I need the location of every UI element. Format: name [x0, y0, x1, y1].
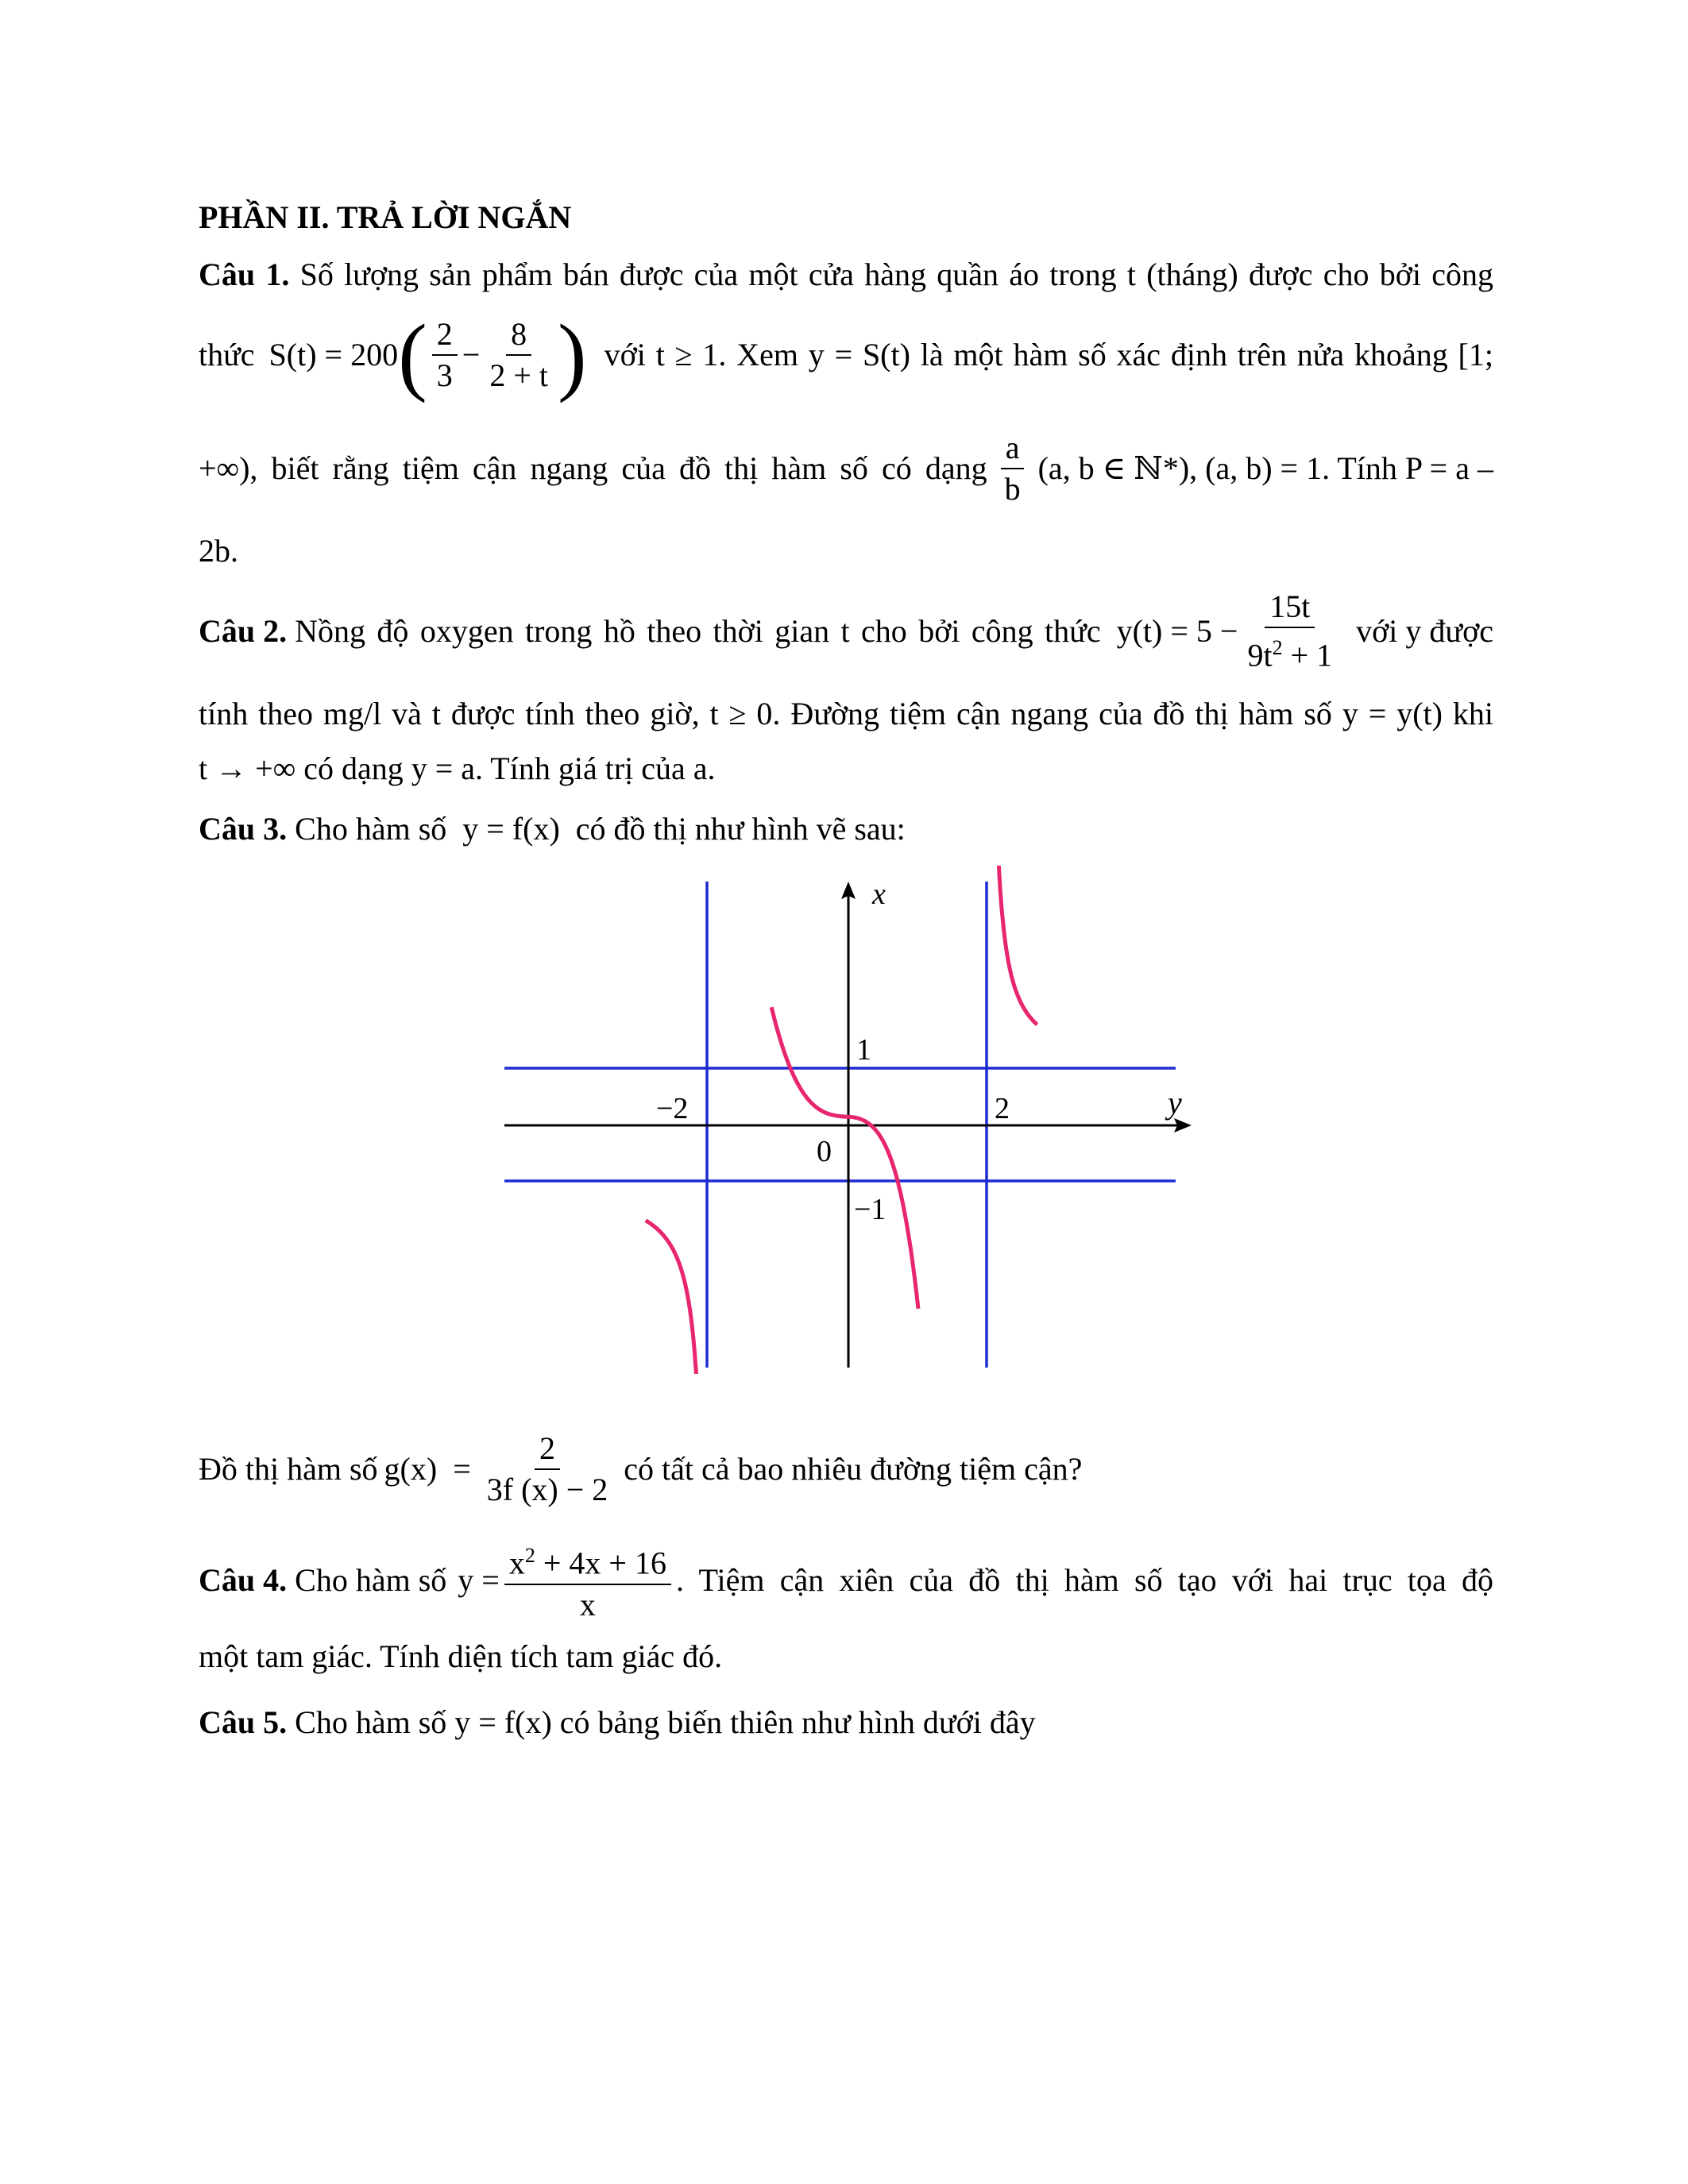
q2-formula-lhs: y(t) = 5 − [1116, 613, 1238, 649]
q4-text-post: . Tiệm cận xiên của đồ thị hàm số tạo với hai trục tọa độ [675, 1562, 1493, 1598]
q4-formula-lhs: y = [458, 1562, 500, 1598]
q1-text-b-post: với t ≥ 1. Xem y = S(t) là một hàm số xác định trên nửa khoảng [1; [604, 337, 1493, 372]
q3-after-pre: Đồ thị hàm số [199, 1451, 378, 1487]
q3-text-pre: Cho hàm số [295, 811, 447, 847]
q3-line-1 [199, 810, 1493, 848]
q4-label: Câu 4. [199, 1562, 288, 1598]
q1-minus: − [462, 337, 481, 372]
origin-label: 0 [817, 1135, 832, 1168]
q1-text-a: Số lượng sản phẩm bán được của một cửa hàng quần áo trong t (tháng) được cho bởi công [299, 257, 1493, 292]
q2-text-c: t → +∞ có dạng y = a. Tính giá trị của a. [199, 751, 716, 786]
q4-line-2 [199, 1638, 1493, 1676]
q1-frac-1 [432, 314, 458, 396]
q1-line-3 [199, 421, 1493, 516]
q1-frac2-num: 8 [506, 314, 531, 356]
q4-text-pre: Cho hàm số [295, 1562, 447, 1598]
q4-frac-num [504, 1536, 671, 1584]
q3-formula: y = f(x) [462, 811, 560, 847]
q1-text-c-post: (a, b ∈ ℕ*), (a, b) = 1. Tính P = a – [1037, 450, 1493, 486]
q4-frac [504, 1536, 671, 1624]
q1-formula-lhs: S(t) = 200 [268, 337, 399, 372]
curve-branch-right [992, 866, 1037, 1024]
curve-branch-middle [771, 1007, 918, 1309]
q2-den-exp: 2 [1272, 636, 1283, 660]
q2-text-a-pre: Nồng độ oxygen trong hồ theo thời gian t cho bởi công thức [295, 613, 1101, 649]
tick-label-2: 2 [995, 1092, 1010, 1125]
q4-frac-den: x [579, 1586, 596, 1623]
q2-line-3 [199, 750, 1493, 788]
horizontal-axis-label: y [1168, 1085, 1182, 1121]
q3-g-frac [482, 1429, 613, 1510]
q1-frac1-num: 2 [432, 314, 458, 356]
q2-label: Câu 2. [199, 613, 288, 649]
section-title [199, 199, 1493, 237]
q3-text-post: có đồ thị như hình vẽ sau: [575, 811, 906, 847]
q1-frac-ab [1000, 428, 1026, 509]
q2-frac-den [1242, 628, 1337, 675]
q3-g-num: 2 [535, 1429, 560, 1470]
q2-den-base: 9t [1247, 637, 1273, 673]
q1-text-d: 2b. [199, 533, 238, 569]
tick-label-1: 1 [856, 1033, 871, 1067]
q4-num-base: x [508, 1545, 525, 1581]
q2-line-2 [199, 695, 1493, 733]
q2-frac [1242, 587, 1337, 675]
tick-label-neg2: −2 [656, 1092, 689, 1125]
q4-num-exp: 2 [524, 1544, 535, 1568]
q2-frac-num: 15t [1265, 587, 1315, 628]
tick-label-neg1: −1 [854, 1193, 886, 1226]
curve-branch-left [646, 1221, 701, 1374]
q1-frac2-den: 2 + t [489, 357, 548, 393]
q3-g-den: 3f (x) − 2 [486, 1472, 608, 1507]
vertical-axis-label: x [872, 878, 886, 911]
q2-text-a-post: với y được [1356, 613, 1493, 649]
q5-line-1 [199, 1704, 1493, 1742]
q5-text: Cho hàm số y = f(x) có bảng biến thiên như hình dưới đây [295, 1704, 1036, 1740]
q1-frac1-den: 3 [436, 357, 453, 393]
q1-text-b-pre: thức [199, 337, 255, 372]
q3-after-post: có tất cả bao nhiêu đường tiệm cận? [624, 1451, 1083, 1487]
q4-text-b: một tam giác. Tính diện tích tam giác đó. [199, 1638, 723, 1674]
q1-frac-b: b [1004, 471, 1021, 507]
q5-label: Câu 5. [199, 1704, 288, 1740]
q4-num-tail: + 4x + 16 [535, 1545, 666, 1581]
q1-line-4 [199, 532, 1493, 570]
q1-frac-a: a [1001, 428, 1025, 469]
function-graph [492, 866, 1207, 1374]
section-title-text: PHẦN II. TRẢ LỜI NGẮN [199, 199, 572, 235]
q1-line-2: thức S(t) = 200 ( $\frac{2}{3}$ − $\frac{8}{2 + t}$ ) với t ≥ 1. Xem y = S(t) là một hàm số xác định trên nửa khoảng [1; [199, 307, 1493, 403]
q1-label: Câu 1. [199, 257, 290, 292]
q1-line-1 [199, 256, 1493, 294]
q1-frac-2 [485, 314, 553, 396]
q3-line-2 [199, 1422, 1493, 1517]
q1-text-c-pre: +∞), biết rằng tiệm cận ngang của đồ thị hàm số có dạng [199, 450, 987, 486]
q2-line-1 [199, 584, 1493, 679]
q4-line-1 [199, 1533, 1493, 1628]
q2-den-tail: + 1 [1282, 637, 1333, 673]
q2-text-b: tính theo mg/l và t được tính theo giờ, t ≥ 0. Đường tiệm cận ngang của đồ thị hàm số y = y(t) khi [199, 696, 1493, 731]
q3-label: Câu 3. [199, 811, 288, 847]
q3-g-lhs: g(x) = [384, 1451, 471, 1487]
